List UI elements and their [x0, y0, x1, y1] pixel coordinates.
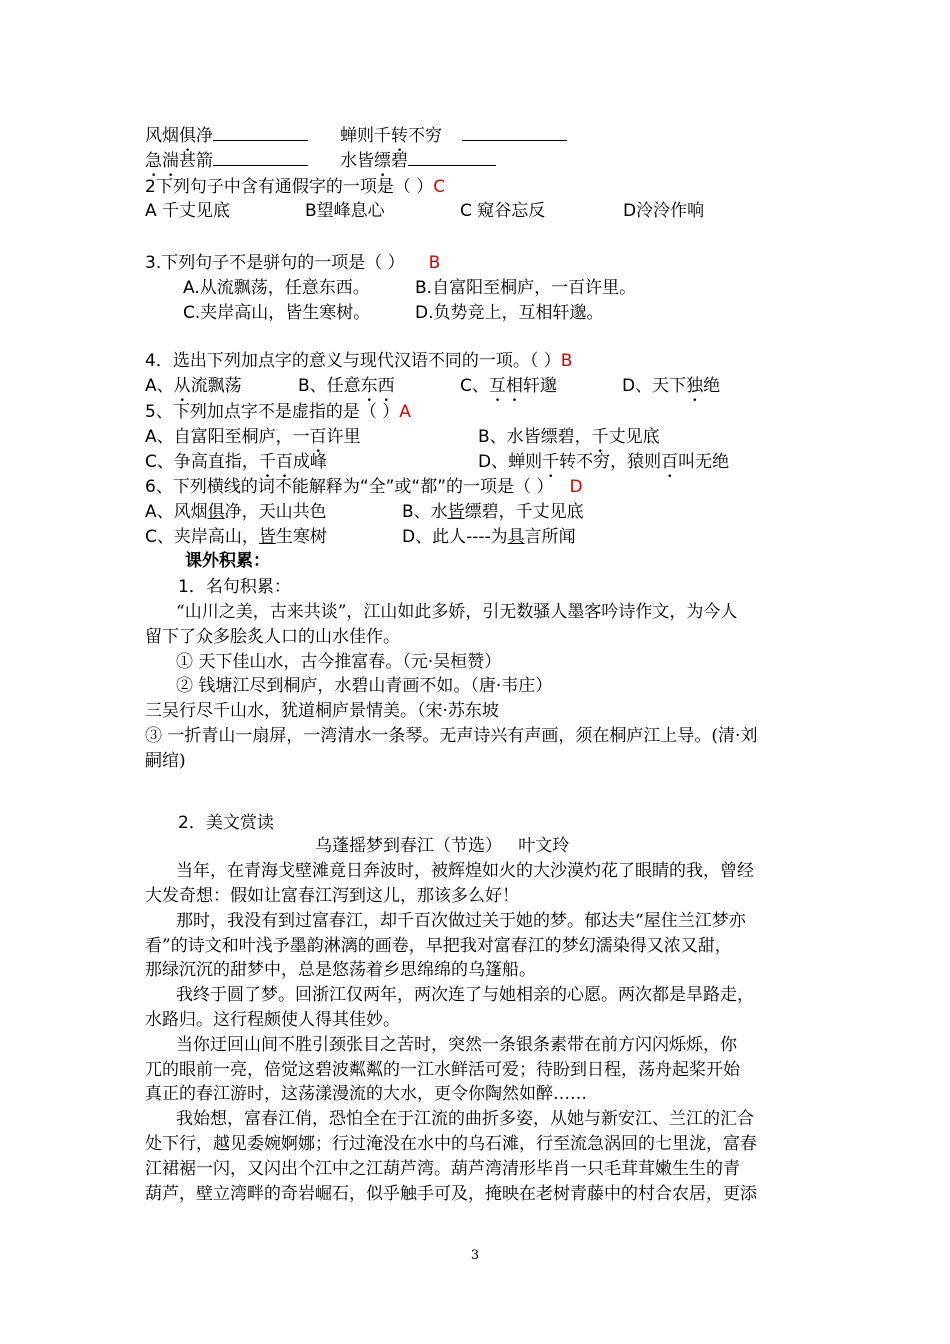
q4-prompt: 4．选出下列加点字的意义与现代汉语不同的一项。（ ）B — [145, 351, 573, 371]
page-number: 3 — [470, 1248, 480, 1263]
paragraph-line: 当你迂回山间不胜引颈张目之苦时，突然一条银条素带在前方闪闪烁烁，你 — [176, 1035, 737, 1055]
paragraph-line: 兀的眼前一亮，倍觉这碧波粼粼的一江水鲜活可爱；待盼到日程，荡舟起桨开始 — [145, 1060, 740, 1080]
paragraph-line: 大发奇想：假如让富春江泻到这儿，那该多么好！ — [145, 886, 519, 906]
paragraph-line: 葫芦，壁立湾畔的奇岩崛石，似乎触手可及，掩映在老树青藤中的村合农居，更添 — [145, 1184, 757, 1204]
s1-quote-1: ① 天下佳山水，古今推富春。（元·吴桓赞） — [176, 652, 502, 672]
q6-options-row1: A、风烟俱净，天山共色 B、水皆缥碧，千丈见底 — [145, 502, 584, 522]
q2-prompt: 2下列句子中含有通假字的一项是（ ）C — [145, 177, 446, 197]
s1-quote-4: ③ 一折青山一扇屏，一湾清水一条琴。无声诗兴有声画，须在桐庐江上导。(清·刘 — [145, 726, 758, 746]
q4-options: A、从流飘荡 B、任意东西 C、互相轩邈 D、天下独绝 — [145, 376, 721, 396]
paragraph-line: 看”的诗文和叶浅予墨韵淋漓的画卷，早把我对富春江的梦幻濡染得又浓又甜， — [145, 936, 732, 956]
q5-prompt: 5、下列加点字不是虚指的是（ ）A — [145, 402, 411, 422]
paragraph-line: 那绿沉沉的甜梦中，总是悠荡着乡思绵绵的乌篷船。 — [145, 960, 536, 980]
q5-options-row1: A、自富阳至桐庐，一百许里 B、水皆缥碧，千丈见底 — [145, 427, 660, 447]
paragraph-line: 江裙裾一闪，又闪出个江中之江葫芦湾。葫芦湾清形毕肖一只毛茸茸嫩生生的青 — [145, 1159, 740, 1179]
s1-quote-5: 嗣绾) — [145, 751, 186, 771]
q5-options-row2: C、争高直指，千百成峰 D、蝉则千转不穷，猿则百叫无绝 — [145, 452, 730, 472]
section-title: 课外积累： — [185, 551, 270, 571]
q6-options-row2: C、夹岸高山，皆生寒树 D、此人----为具言所闻 — [145, 527, 576, 547]
paragraph-line: 真正的春江游时，这荡漾漫流的大水，更令你陶然如醉…… — [145, 1084, 587, 1104]
paragraph-line: 我终于圆了梦。回浙江仅两年，两次连了与她相亲的心愿。两次都是旱路走， — [176, 985, 754, 1005]
q3-prompt: 3.下列句子不是骈句的一项是（ ） B — [145, 253, 441, 273]
paragraph-line: 那时，我没有到过富春江，却千百次做过关于她的梦。郁达夫“屋住兰江梦亦 — [176, 911, 746, 931]
s1-title: 1．名句积累： — [178, 577, 291, 597]
s1-quote-3: 三吴行尽千山水，犹道桐庐景情美。（宋·苏东坡 — [145, 701, 499, 721]
q6-prompt: 6、下列横线的词不能解释为“全”或“都”的一项是（ ） D — [145, 477, 583, 497]
fill-line-2: 急湍甚箭 水皆缥碧 — [145, 149, 496, 181]
s2-title: 2．美文赏读 — [178, 813, 274, 833]
q3-options-row2: C.夹岸高山，皆生寒树。 D.负势竞上，互相轩邈。 — [183, 303, 604, 323]
fill-line-1: 风烟俱净 蝉则千转不穷 — [145, 124, 567, 156]
paragraph-line: 水路归。这行程颇使人得其佳妙。 — [145, 1010, 400, 1030]
s1-intro-2: 留下了众多脍炙人口的山水佳作。 — [145, 627, 400, 647]
paragraph-line: 当年，在青海戈壁滩竟日奔波时，被辉煌如火的大沙漠灼花了眼睛的我，曾经 — [176, 861, 754, 881]
paragraph-line: 我始想，富春江俏，恐怕全在于江流的曲折多姿，从她与新安江、兰江的汇合 — [176, 1109, 754, 1129]
q3-options-row1: A.从流飘荡，任意东西。 B.自富阳至桐庐，一百许里。 — [183, 278, 637, 298]
s1-intro-1: “山川之美，古来共谈”，江山如此多娇，引无数骚人墨客吟诗作文，为今人 — [176, 602, 738, 622]
paragraph-line: 处下行，越见委婉婀娜；行过淹没在水中的乌石滩，行至流急涡回的七里泷，富春 — [145, 1134, 757, 1154]
s1-quote-2: ② 钱塘江尽到桐庐，水碧山青画不如。（唐·韦庄） — [176, 676, 553, 696]
q2-options: A 千丈见底 B望峰息心 C 窥谷忘反 D泠泠作响 — [145, 201, 705, 221]
article-title: 乌蓬摇梦到春江（节选） 叶文玲 — [315, 836, 570, 856]
